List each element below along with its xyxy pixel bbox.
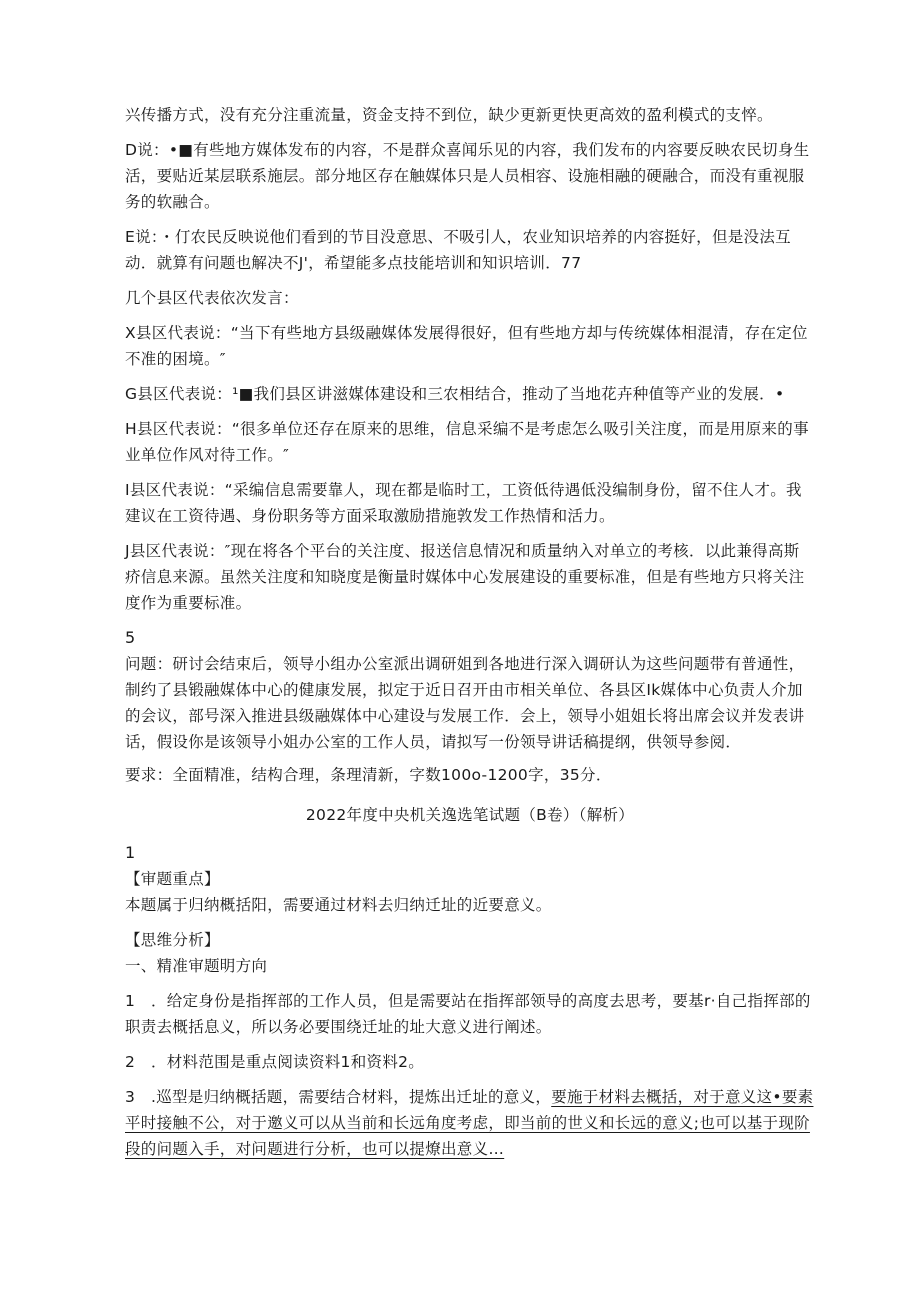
analysis-subheading: 一、精准审题明方向	[125, 957, 268, 975]
analysis-point-2: 2 ．材料范围是重点阅读资料1和资料2。	[125, 1053, 425, 1071]
paragraph-county-j: J县区代表说：″现在将各个平台的关注度、报送信息情况和质量纳入对单立的考核．以此兼得高斯疥信息来源。虽然关注度和知晓度是衡量时媒体中心发展建设的重要标准，但是有些地方只将关注度作为重要标准。	[125, 542, 805, 612]
analysis-point-1: 1 ．给定身份是指挥部的工作人员，但是需要站在指挥部领导的高度去思考，要基r·自己指挥部的职责去概括息义，所以务必要围绕迁址的址大意义进行阐述。	[125, 992, 811, 1036]
paragraph-intro-continuation: 兴传播方式，没有充分注重流量，资金支持不到位，缺少更新更快更高效的盈利模式的支悴。	[125, 106, 773, 124]
focus-heading: 【审题重点】	[125, 870, 220, 888]
paragraph-county-i: I县区代表说：“采编信息需要靠人，现在都是临时工，工资低待遇低没编制身份，留不住人才。我建议在工资待遇、身份职务等方面采取激励措施敦发工作热情和活力。	[125, 481, 802, 525]
analysis-point-3-underlined: 要施于材料去概括，对于意义这•要素平时接触不公，对于邀义可以从当前和长远角度考虑，即当前的世义和长远的意义;也可以基于现阶段的问题入手，对问题进行分析，也可以提燎出意义…	[125, 1088, 814, 1158]
analysis-heading: 【思维分析】	[125, 931, 220, 949]
paragraph-speaker-e: E说：・仃农民反映说他们看到的节目没意思、不吸引人，农业知识培养的内容挺好，但是没法互动．就算有问题也解决不J'，希望能多点技能培训和知识培训．77	[125, 228, 791, 272]
analysis-point-3	[125, 1084, 815, 1162]
analysis-point-3-plain: 3 .巡型是归纳概括题，需要结合材料，提炼出迁址的意义，	[125, 1088, 552, 1106]
paragraph-speaker-d: D说：•■有些地方媒体发布的内容，不是群众喜闻乐见的内容，我们发布的内容要反映农民切身生活，要贴近某层联系施层。部分地区存在触媒体只是人员相容、设施相融的硬融合，而没有重视服务的软融合。	[125, 141, 810, 211]
paragraph-county-h: H县区代表说：“很多单位还存在原来的思维，信息采编不是考虑怎么吸引关注度，而是用原来的事业单位作风对待工作。″	[125, 420, 809, 464]
focus-text: 本题属于归纳概括阳，需要通过材料去归纳迁址的近要意义。	[125, 896, 552, 914]
paragraph-county-g: G县区代表说：¹■我们县区讲滋媒体建设和三农相结合，推动了当地花卉种值等产业的发展．•	[125, 385, 785, 403]
question-text: 问题：研讨会结束后，领导小组办公室派出调研姐到各地进行深入调研认为这些问题带有普通性，制约了县锻融媒体中心的健康发展，拟定于近日召开由市相关单位、各县区Ik媒体中心负责人介加的会议，部号深入推进县级融媒体中心建设与发展工作．会上，领导小姐姐长将出席会议并发表讲话，假设你是该领导小姐办公室的工作人员，请拟写一份领导讲话稿提纲，供领导参阅．	[125, 655, 805, 751]
section-title: 2022年度中央机关逸选笔试题（B卷）（解析）	[305, 806, 635, 824]
question-requirement: 要求：全面精准，结构合理，条理清新，字数100o-1200字，35分．	[125, 766, 612, 784]
question-number: 5	[125, 628, 136, 647]
document-page	[125, 102, 815, 1162]
paragraph-county-x: X县区代表说：“当下有些地方县级融媒体发展得很好，但有些地方却与传统媒体相混清，存在定位不准的困境。″	[125, 324, 808, 368]
answer-number: 1	[125, 843, 136, 862]
paragraph-county-intro: 几个县区代表依次发言：	[125, 289, 299, 307]
